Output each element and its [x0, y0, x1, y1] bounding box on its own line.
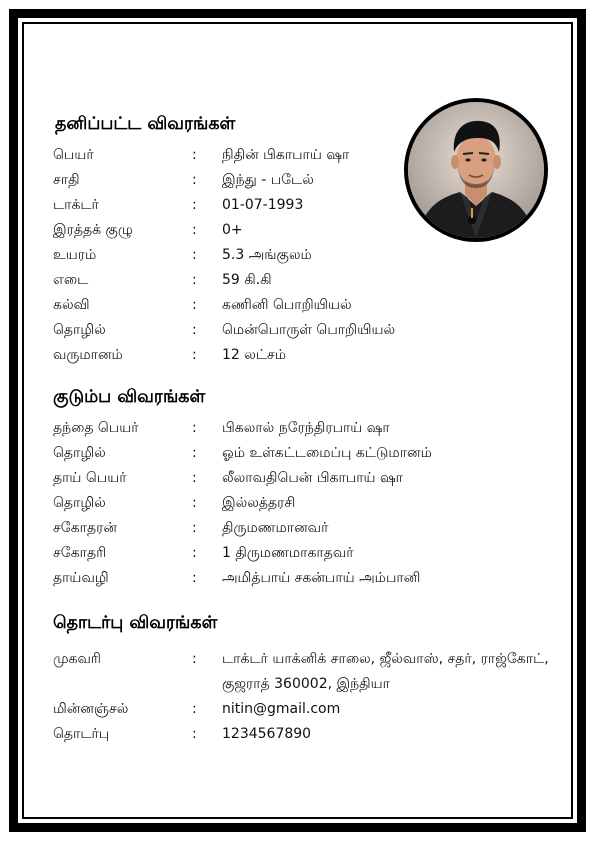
colon-separator: :: [192, 701, 197, 717]
detail-label: தொழில்: [53, 322, 106, 338]
detail-label: தந்தை பெயர்: [53, 420, 139, 436]
detail-label: உயரம்: [53, 247, 97, 263]
detail-label: இரத்தக் குழு: [53, 222, 133, 238]
detail-label: தாய்வழி: [53, 570, 109, 586]
portrait-icon: [408, 102, 544, 238]
colon-separator: :: [192, 272, 197, 288]
detail-value: பிகலால் நரேந்திரபாய் ஷா: [222, 420, 390, 436]
detail-value: 1 திருமணமாகாதவர்: [222, 545, 354, 561]
detail-value: கணினி பொறியியல்: [222, 297, 352, 313]
detail-value: 01-07-1993: [222, 197, 304, 213]
colon-separator: :: [192, 495, 197, 511]
colon-separator: :: [192, 545, 197, 561]
detail-label: எடை: [53, 272, 89, 288]
colon-separator: :: [192, 172, 197, 188]
colon-separator: :: [192, 147, 197, 163]
phone-value: 1234567890: [222, 726, 312, 742]
detail-label: வருமானம்: [53, 347, 123, 363]
detail-label: முகவரி: [53, 651, 101, 667]
detail-label: டாக்டர்: [53, 197, 99, 213]
biodata-card: [22, 22, 573, 819]
detail-label: கல்வி: [53, 297, 90, 313]
detail-label: சாதி: [53, 172, 80, 188]
page-inner-gap: [18, 18, 577, 823]
colon-separator: :: [192, 651, 197, 667]
detail-label: தொழில்: [53, 495, 106, 511]
detail-value: மென்பொருள் பொறியியல்: [222, 322, 396, 338]
detail-value: 0+: [222, 222, 243, 238]
detail-value: 5.3 அங்குலம்: [222, 247, 312, 263]
detail-label: தாய் பெயர்: [53, 470, 127, 486]
email-value: nitin@gmail.com: [222, 701, 341, 717]
detail-label: தொடர்பு: [53, 726, 110, 742]
detail-value: இல்லத்தரசி: [222, 495, 296, 511]
detail-value: ஓம் உள்கட்டமைப்பு கட்டுமானம்: [222, 445, 432, 461]
detail-label: பெயர்: [53, 147, 94, 163]
detail-label: மின்னஞ்சல்: [53, 701, 129, 717]
detail-value: நிதின் பிகாபாய் ஷா: [222, 147, 350, 163]
profile-photo: [404, 98, 548, 242]
colon-separator: :: [192, 520, 197, 536]
family-section-title: குடும்ப விவரங்கள்: [53, 387, 206, 407]
personal-section-title: தனிப்பட்ட விவரங்கள்: [55, 114, 236, 134]
colon-separator: :: [192, 445, 197, 461]
colon-separator: :: [192, 726, 197, 742]
detail-value: 12 லட்சம்: [222, 347, 287, 363]
detail-label: சகோதரி: [53, 545, 107, 561]
detail-label: சகோதரன்: [53, 520, 117, 536]
colon-separator: :: [192, 420, 197, 436]
detail-value: அமித்பாய் சகன்பாய் அம்பானி: [222, 570, 421, 586]
page-outer-border: [9, 9, 586, 832]
detail-value: 59 கி.கி: [222, 272, 272, 288]
detail-value: இந்து - படேல்: [222, 172, 314, 188]
address-value: டாக்டர் யாக்னிக் சாலை, ஜீல்வாஸ், சதர், ராஜ்கோட், குஜராத் 360002, இந்தியா: [222, 651, 549, 692]
detail-label: தொழில்: [53, 445, 106, 461]
colon-separator: :: [192, 470, 197, 486]
colon-separator: :: [192, 347, 197, 363]
colon-separator: :: [192, 297, 197, 313]
detail-value: திருமணமானவர்: [222, 520, 329, 536]
colon-separator: :: [192, 322, 197, 338]
colon-separator: :: [192, 247, 197, 263]
contact-section-title: தொடர்பு விவரங்கள்: [53, 613, 218, 633]
detail-value: லீலாவதிபென் பிகாபாய் ஷா: [222, 470, 403, 486]
colon-separator: :: [192, 222, 197, 238]
colon-separator: :: [192, 197, 197, 213]
colon-separator: :: [192, 570, 197, 586]
